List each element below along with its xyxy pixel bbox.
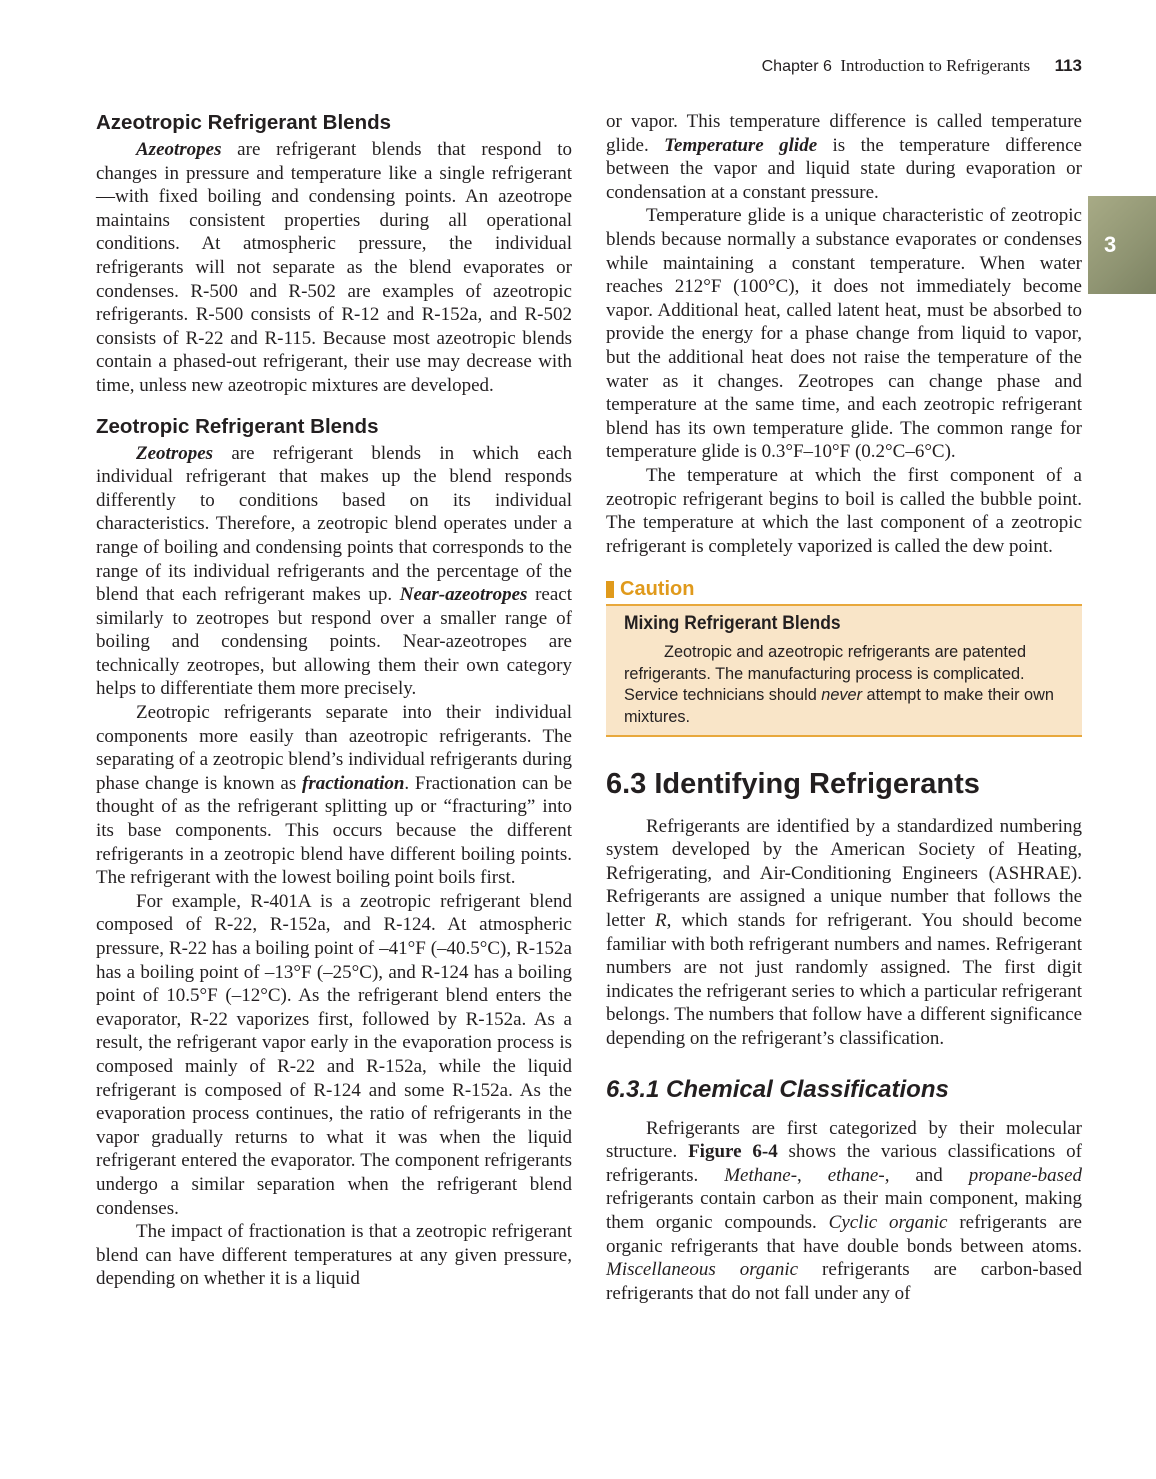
text-run: is the temperature difference between the vapor and liquid state during evaporation or condensation at a constant pressure. xyxy=(606,134,1082,203)
caution-box xyxy=(606,604,1082,736)
caution-title: Mixing Refrigerant Blends xyxy=(624,613,841,635)
text-run: refrigerants contain carbon as their main component, making them organic compounds. xyxy=(606,1188,1082,1233)
heading-azeotropic: Azeotropic Refrigerant Blends xyxy=(96,111,392,134)
running-header xyxy=(762,56,1082,76)
text-run: The impact of fractionation is that a zeotropic refrigerant blend can have different temperatures at any given pressure, depending on whether it is a liquid xyxy=(96,1221,572,1290)
paragraph xyxy=(96,890,572,1220)
text-run: are refrigerant blends in which each individual refrigerant that makes up the blend responds differently to conditions based on its individual characteristics. Therefore, a zeotropic blend operates under a range of boiling and condensing points that corresponds to the range of its individual refrigerants and the percentage of the blend that each refrigerant makes up. xyxy=(96,442,572,606)
emphasized-term: Near-azeotropes xyxy=(399,584,528,606)
emphasized-term: Figure 6-4 xyxy=(688,1141,778,1163)
paragraph xyxy=(606,1117,1082,1306)
emphasized-term: Zeotropes xyxy=(136,442,214,464)
paragraph xyxy=(96,442,572,702)
paragraph xyxy=(96,138,572,398)
right-column xyxy=(606,110,1082,1305)
emphasized-term: R xyxy=(655,910,667,932)
paragraph xyxy=(96,701,572,890)
emphasized-term: ethane- xyxy=(827,1164,885,1186)
text-run: Refrigerants are identified by a standardized numbering system developed by the American Society of Heating, Refrigerating, and Air-Conditioning Engineers (ASHRAE). Refrigerants are assigned a unique number that follows the letter xyxy=(606,815,1082,932)
text-run: are refrigerant blends that respond to changes in pressure and temperature like a single refrigerant—with fixed boiling and condensing points. An azeotrope maintains consistent properties during all operational conditions. At atmospheric pressure, the individual refrigerants will not separate as the blend evaporates or condenses. R-500 and R-502 are examples of azeotropic refrigerants. R-500 consists of R-12 and R-152a, and R-502 consists of R-22 and R-115. Because most azeotropic blends contain a phased-out refrigerant, their use may decrease with time, unless new azeotropic mixtures are developed. xyxy=(96,139,572,396)
emphasized-term: Azeotropes xyxy=(136,139,222,160)
text-run: , and xyxy=(884,1164,969,1186)
page-number: 113 xyxy=(1054,56,1082,75)
text-run: Zeotropic refrigerants separate into their individual components more easily than azeotropic refrigerants. The separating of a zeotropic blend’s individual refrigerants during phase change is known as xyxy=(96,702,572,794)
text-run: refrigerants are carbon-based refrigerants that do not fall under any of xyxy=(606,1259,1082,1304)
emphasized-term: Cyclic organic xyxy=(828,1211,948,1233)
emphasized-term: Methane- xyxy=(724,1164,798,1186)
text-run: react similarly to zeotropes but respond over a smaller range of boiling and condensing points. Near-azeotropes are technically zeotropes, but allowing them their own category helps to differentiate them more precisely. xyxy=(96,584,572,700)
paragraph xyxy=(606,815,1082,1051)
subsection-heading: 6.3.1 Chemical Classifications xyxy=(606,1075,949,1103)
emphasized-term: propane-based xyxy=(968,1164,1083,1186)
text-run: , xyxy=(797,1164,828,1186)
section-heading: 6.3 Identifying Refrigerants xyxy=(606,767,980,800)
text-run: refrigerants are organic refrigerants that have double bonds between atoms. xyxy=(606,1211,1082,1257)
caution-label xyxy=(606,576,1082,602)
paragraph xyxy=(96,1220,572,1291)
paragraph xyxy=(606,110,1082,204)
text-run: Refrigerants are first categorized by their molecular structure. xyxy=(606,1117,1082,1163)
text-run: or vapor. This temperature difference is called temperature glide. xyxy=(606,111,1082,156)
caution-bar-icon xyxy=(606,581,614,598)
chapter-title: Introduction to Refrigerants xyxy=(840,56,1031,75)
emphasized-term: Temperature glide xyxy=(664,134,818,156)
emphasized-term: fractionation xyxy=(302,772,405,794)
text-run: Temperature glide is a unique characteristic of zeotropic blends because normally a substance evaporates or condenses while maintaining a constant temperature. When water reaches 212°F (100°C), it does not immediately become vapor. Additional heat, called latent heat, must be absorbed to provide the energy for a phase change from liquid to vapor, but the additional heat does not raise the temperature of the water as it changes. Zeotropes can change phase and temperature at the same time, and each zeotropic refrigerant blend has its own temperature glide. The common range for temperature glide is 0.3°F–10°F (0.2°C–6°C). xyxy=(606,205,1082,463)
thumb-tab-label: 3 xyxy=(1104,232,1117,257)
text-run: , which stands for refrigerant. You should become familiar with both refrigerant numbers and names. Refrigerant numbers are not just randomly assigned. The first digit indicates the refrigerant series to which a particular refrigerant belongs. The numbers that follow have a different significance depending on the refrigerant’s classification. xyxy=(606,910,1082,1049)
heading-zeotropic: Zeotropic Refrigerant Blends xyxy=(96,414,379,438)
paragraph xyxy=(624,642,1066,728)
text-run: shows the various classifications of refrigerants. xyxy=(606,1141,1082,1186)
text-run: . Fractionation can be thought of as the refrigerant splitting up or “fracturing” into its base components. This occurs because the different refrigerants in a zeotropic blend have different boiling points. The refrigerant with the lowest boiling point boils first. xyxy=(96,772,573,889)
text-run: Zeotropic and azeotropic refrigerants are patented refrigerants. The manufacturing process is complicated. Service technicians should xyxy=(624,643,1027,705)
chapter-thumb-tab xyxy=(1088,196,1156,294)
emphasized-term: never xyxy=(821,686,863,705)
chapter-label: Chapter 6 xyxy=(761,58,832,75)
emphasized-term: Miscellaneous organic xyxy=(606,1259,799,1281)
text-run: attempt to make their own mixtures. xyxy=(624,686,1054,727)
left-column xyxy=(96,110,572,1291)
text-run: The temperature at which the first component of a zeotropic refrigerant begins to boil is called the bubble point. The temperature at which the last component of a zeotropic refrigerant is completely vaporized is called the dew point. xyxy=(606,464,1082,557)
paragraph xyxy=(606,464,1082,558)
caution-label-text: Caution xyxy=(620,578,695,601)
text-run: For example, R-401A is a zeotropic refrigerant blend composed of R-22, R-152a, and R-124. At atmospheric pressure, R-22 has a boiling point of –41°F (–40.5°C), R-152a has a boiling point of –13°F (–25°C), and R-124 has a boiling point of 10.5°F (–12°C). As the refrigerant blend enters the evaporator, R-22 vaporizes first, followed by R-152a. As a result, the refrigerant vapor early in the evaporation process is composed mainly of R-22 and R-152a, while the liquid refrigerant is composed of R-124 and some R-152a. As the evaporation process continues, the ratio of refrigerants in the vapor gradually returns to what it was when the liquid refrigerant entered the evaporator. The component refrigerants undergo a similar separation when the refrigerant blend condenses. xyxy=(96,890,572,1219)
paragraph xyxy=(606,204,1082,464)
